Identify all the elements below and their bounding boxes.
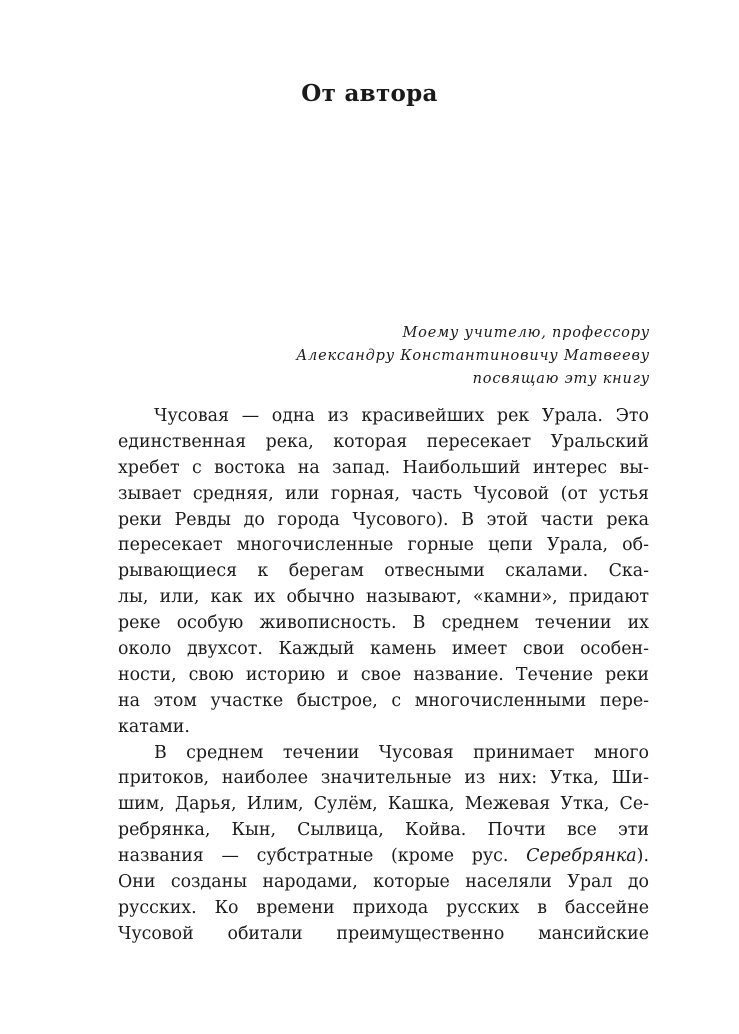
text-line: пересекает многочисленные горные цепи Урала, об- (118, 535, 649, 556)
text-line: около двухсот. Каждый камень имеет свои особен- (118, 639, 649, 660)
dedication (296, 322, 650, 391)
paragraph-2 (118, 741, 649, 948)
page-title: От автора (301, 80, 438, 107)
text-line: шим, Дарья, Илим, Сулём, Кашка, Межевая Утка, Се- (118, 794, 649, 815)
text-line: Чусовая — одна из красивейших рек Урала. Это (154, 406, 649, 426)
text-line: зывает средняя, или горная, часть Чусовой (от устья (118, 483, 649, 504)
text-line: единственная река, которая пересекает Уральский (118, 431, 649, 452)
text-line: В среднем течении Чусовая принимает много (154, 742, 649, 763)
text-line: Они созданы народами, которые населяли Урал до (118, 872, 649, 893)
text-line: хребет с востока на запад. Наибольший интерес вы- (118, 457, 649, 478)
dedication-line: Александру Константиновичу Матвееву (296, 348, 650, 364)
text-segment: названия — субстратные (кроме рус. (118, 846, 527, 867)
text-line: лы, или, как их обычно называют, «камни», придают (118, 587, 649, 608)
dedication-line: посвящаю эту книгу (472, 371, 650, 387)
text-line: ребрянка, Кын, Сылвица, Койва. Почти все эти (118, 820, 649, 841)
text-line (118, 844, 649, 870)
italic-word: Серебрянка (526, 846, 637, 867)
text-segment: ). (636, 846, 649, 867)
text-line: рывающиеся к берегам отвесными скалами. Ска- (118, 561, 649, 582)
text-line: Чусовой обитали преимущественно мансийские (118, 923, 649, 944)
paragraph-1 (118, 404, 649, 741)
body-text (118, 404, 649, 948)
text-line: ности, свою историю и свое название. Течение реки (118, 664, 649, 685)
text-line: притоков, наиболее значительные из них: Утка, Ши- (118, 768, 649, 789)
text-line: реке особую живописность. В среднем течении их (118, 613, 649, 634)
text-line: реки Ревды до города Чусового). В этой части река (118, 509, 649, 530)
dedication-line: Моему учителю, профессору (402, 325, 650, 341)
text-line: на этом участке быстрое, с многочисленными пере- (118, 690, 649, 711)
text-line: катами. (118, 716, 190, 737)
text-line: русских. Ко времени прихода русских в бассейне (118, 897, 649, 918)
